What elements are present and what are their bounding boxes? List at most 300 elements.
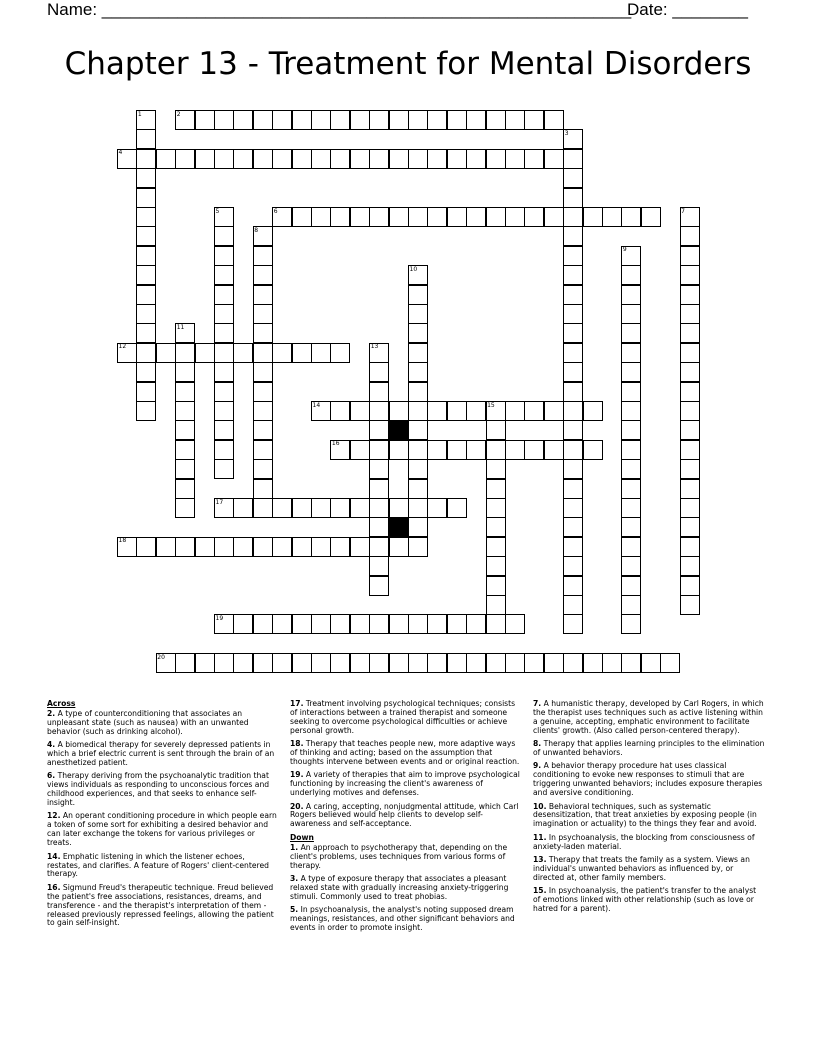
crossword-cell[interactable] bbox=[466, 401, 486, 421]
crossword-cell[interactable] bbox=[369, 479, 389, 499]
crossword-cell[interactable] bbox=[563, 595, 583, 615]
crossword-cell[interactable] bbox=[621, 265, 641, 285]
crossword-cell[interactable] bbox=[253, 614, 273, 634]
crossword-cell[interactable] bbox=[136, 362, 156, 382]
crossword-cell[interactable] bbox=[505, 149, 525, 169]
crossword-cell[interactable] bbox=[292, 110, 312, 130]
crossword-cell[interactable] bbox=[389, 440, 409, 460]
crossword-cell[interactable] bbox=[583, 653, 603, 673]
crossword-cell[interactable] bbox=[214, 304, 234, 324]
crossword-cell[interactable] bbox=[621, 343, 641, 363]
crossword-cell[interactable] bbox=[427, 614, 447, 634]
crossword-cell[interactable] bbox=[389, 207, 409, 227]
crossword-cell[interactable] bbox=[524, 401, 544, 421]
crossword-cell[interactable] bbox=[253, 440, 273, 460]
crossword-cell[interactable] bbox=[408, 440, 428, 460]
crossword-cell[interactable] bbox=[389, 653, 409, 673]
crossword-cell[interactable] bbox=[486, 556, 506, 576]
crossword-cell[interactable] bbox=[408, 285, 428, 305]
crossword-cell[interactable] bbox=[408, 110, 428, 130]
crossword-cell[interactable] bbox=[680, 362, 700, 382]
crossword-cell[interactable] bbox=[680, 459, 700, 479]
crossword-cell[interactable] bbox=[563, 188, 583, 208]
crossword-cell[interactable] bbox=[427, 401, 447, 421]
crossword-cell[interactable] bbox=[350, 401, 370, 421]
crossword-cell[interactable] bbox=[563, 304, 583, 324]
crossword-cell[interactable] bbox=[447, 401, 467, 421]
crossword-cell[interactable] bbox=[563, 246, 583, 266]
crossword-cell[interactable] bbox=[136, 226, 156, 246]
crossword-cell[interactable] bbox=[408, 498, 428, 518]
crossword-cell[interactable] bbox=[214, 323, 234, 343]
crossword-cell[interactable] bbox=[195, 537, 215, 557]
crossword-cell[interactable] bbox=[486, 420, 506, 440]
crossword-cell[interactable] bbox=[427, 653, 447, 673]
crossword-cell[interactable] bbox=[253, 362, 273, 382]
crossword-cell[interactable] bbox=[369, 576, 389, 596]
crossword-cell[interactable] bbox=[214, 440, 234, 460]
crossword-cell[interactable] bbox=[330, 653, 350, 673]
crossword-cell[interactable] bbox=[563, 362, 583, 382]
crossword-cell[interactable] bbox=[505, 614, 525, 634]
crossword-cell[interactable] bbox=[583, 440, 603, 460]
crossword-cell[interactable] bbox=[408, 207, 428, 227]
crossword-cell[interactable] bbox=[369, 382, 389, 402]
crossword-cell[interactable] bbox=[136, 323, 156, 343]
crossword-cell[interactable] bbox=[233, 537, 253, 557]
crossword-cell[interactable] bbox=[680, 323, 700, 343]
crossword-cell[interactable] bbox=[621, 285, 641, 305]
crossword-cell[interactable] bbox=[136, 343, 156, 363]
crossword-cell[interactable] bbox=[175, 362, 195, 382]
crossword-cell[interactable] bbox=[427, 498, 447, 518]
crossword-cell[interactable] bbox=[447, 653, 467, 673]
crossword-cell[interactable] bbox=[253, 323, 273, 343]
crossword-cell[interactable] bbox=[466, 614, 486, 634]
crossword-cell[interactable] bbox=[641, 653, 661, 673]
crossword-cell[interactable] bbox=[214, 420, 234, 440]
crossword-cell[interactable] bbox=[233, 614, 253, 634]
crossword-cell[interactable] bbox=[505, 653, 525, 673]
crossword-cell[interactable] bbox=[466, 440, 486, 460]
crossword-cell[interactable] bbox=[544, 440, 564, 460]
crossword-cell[interactable] bbox=[486, 149, 506, 169]
crossword-cell[interactable] bbox=[583, 401, 603, 421]
crossword-cell[interactable] bbox=[214, 362, 234, 382]
crossword-cell[interactable] bbox=[272, 498, 292, 518]
crossword-cell[interactable] bbox=[330, 207, 350, 227]
crossword-cell[interactable] bbox=[350, 440, 370, 460]
crossword-cell[interactable] bbox=[408, 362, 428, 382]
crossword-cell[interactable] bbox=[680, 285, 700, 305]
crossword-cell[interactable] bbox=[136, 168, 156, 188]
crossword-cell[interactable] bbox=[311, 498, 331, 518]
crossword-cell[interactable] bbox=[369, 362, 389, 382]
crossword-cell[interactable] bbox=[136, 304, 156, 324]
crossword-cell[interactable] bbox=[505, 110, 525, 130]
crossword-cell[interactable] bbox=[544, 110, 564, 130]
crossword-cell[interactable] bbox=[175, 459, 195, 479]
crossword-cell[interactable] bbox=[680, 576, 700, 596]
crossword-cell[interactable] bbox=[272, 110, 292, 130]
crossword-cell[interactable] bbox=[505, 207, 525, 227]
crossword-cell[interactable] bbox=[214, 285, 234, 305]
crossword-cell[interactable] bbox=[408, 304, 428, 324]
crossword-cell[interactable] bbox=[350, 537, 370, 557]
crossword-cell[interactable] bbox=[156, 537, 176, 557]
crossword-cell[interactable] bbox=[311, 149, 331, 169]
crossword-cell[interactable] bbox=[389, 149, 409, 169]
crossword-cell[interactable] bbox=[369, 614, 389, 634]
crossword-cell[interactable] bbox=[214, 149, 234, 169]
crossword-cell[interactable] bbox=[583, 207, 603, 227]
crossword-cell[interactable] bbox=[447, 149, 467, 169]
crossword-cell[interactable] bbox=[272, 149, 292, 169]
crossword-cell[interactable] bbox=[233, 343, 253, 363]
crossword-cell[interactable] bbox=[369, 459, 389, 479]
crossword-cell[interactable] bbox=[486, 207, 506, 227]
crossword-cell[interactable] bbox=[486, 498, 506, 518]
crossword-cell[interactable] bbox=[311, 110, 331, 130]
crossword-cell[interactable] bbox=[486, 537, 506, 557]
crossword-cell[interactable] bbox=[447, 614, 467, 634]
crossword-cell[interactable] bbox=[447, 440, 467, 460]
crossword-cell[interactable] bbox=[253, 382, 273, 402]
crossword-cell[interactable] bbox=[292, 653, 312, 673]
crossword-cell[interactable] bbox=[660, 653, 680, 673]
crossword-cell[interactable] bbox=[563, 401, 583, 421]
crossword-cell[interactable] bbox=[563, 420, 583, 440]
crossword-cell[interactable] bbox=[136, 246, 156, 266]
crossword-cell[interactable] bbox=[563, 653, 583, 673]
crossword-cell[interactable] bbox=[253, 110, 273, 130]
crossword-cell[interactable] bbox=[272, 653, 292, 673]
crossword-cell[interactable] bbox=[233, 110, 253, 130]
crossword-cell[interactable] bbox=[621, 420, 641, 440]
crossword-cell[interactable] bbox=[621, 653, 641, 673]
crossword-cell[interactable] bbox=[563, 207, 583, 227]
crossword-cell[interactable] bbox=[214, 401, 234, 421]
crossword-cell[interactable] bbox=[680, 304, 700, 324]
crossword-cell[interactable] bbox=[621, 479, 641, 499]
crossword-cell[interactable] bbox=[602, 653, 622, 673]
crossword-cell[interactable] bbox=[563, 459, 583, 479]
crossword-cell[interactable] bbox=[621, 362, 641, 382]
crossword-cell[interactable] bbox=[486, 576, 506, 596]
crossword-cell[interactable] bbox=[175, 537, 195, 557]
crossword-cell[interactable] bbox=[175, 479, 195, 499]
crossword-cell[interactable] bbox=[253, 304, 273, 324]
crossword-cell[interactable] bbox=[486, 459, 506, 479]
crossword-cell[interactable] bbox=[292, 343, 312, 363]
crossword-cell[interactable] bbox=[680, 517, 700, 537]
crossword-cell[interactable] bbox=[350, 653, 370, 673]
crossword-cell[interactable] bbox=[253, 285, 273, 305]
crossword-cell[interactable] bbox=[641, 207, 661, 227]
crossword-cell[interactable] bbox=[563, 343, 583, 363]
crossword-cell[interactable] bbox=[253, 459, 273, 479]
crossword-cell[interactable] bbox=[350, 149, 370, 169]
crossword-cell[interactable] bbox=[621, 576, 641, 596]
crossword-cell[interactable] bbox=[408, 479, 428, 499]
crossword-cell[interactable] bbox=[563, 265, 583, 285]
crossword-cell[interactable] bbox=[233, 149, 253, 169]
crossword-cell[interactable] bbox=[272, 537, 292, 557]
crossword-cell[interactable] bbox=[408, 149, 428, 169]
crossword-cell[interactable] bbox=[369, 110, 389, 130]
crossword-cell[interactable] bbox=[195, 149, 215, 169]
crossword-cell[interactable] bbox=[330, 614, 350, 634]
crossword-cell[interactable] bbox=[292, 207, 312, 227]
crossword-cell[interactable] bbox=[563, 226, 583, 246]
crossword-cell[interactable] bbox=[292, 498, 312, 518]
crossword-cell[interactable] bbox=[389, 614, 409, 634]
crossword-cell[interactable] bbox=[524, 653, 544, 673]
crossword-cell[interactable] bbox=[544, 149, 564, 169]
crossword-cell[interactable] bbox=[408, 420, 428, 440]
crossword-cell[interactable] bbox=[156, 149, 176, 169]
crossword-cell[interactable] bbox=[311, 653, 331, 673]
crossword-cell[interactable] bbox=[563, 479, 583, 499]
crossword-cell[interactable] bbox=[369, 440, 389, 460]
crossword-cell[interactable] bbox=[621, 537, 641, 557]
crossword-cell[interactable] bbox=[175, 653, 195, 673]
crossword-cell[interactable] bbox=[680, 401, 700, 421]
crossword-cell[interactable] bbox=[330, 149, 350, 169]
crossword-cell[interactable] bbox=[680, 595, 700, 615]
crossword-cell[interactable] bbox=[621, 440, 641, 460]
crossword-cell[interactable] bbox=[350, 614, 370, 634]
crossword-cell[interactable] bbox=[563, 498, 583, 518]
crossword-cell[interactable] bbox=[214, 459, 234, 479]
crossword-cell[interactable] bbox=[330, 537, 350, 557]
crossword-cell[interactable] bbox=[369, 401, 389, 421]
crossword-cell[interactable] bbox=[408, 343, 428, 363]
crossword-cell[interactable] bbox=[408, 323, 428, 343]
crossword-cell[interactable] bbox=[175, 382, 195, 402]
crossword-cell[interactable] bbox=[486, 440, 506, 460]
crossword-cell[interactable] bbox=[253, 246, 273, 266]
crossword-cell[interactable] bbox=[680, 498, 700, 518]
crossword-cell[interactable] bbox=[369, 207, 389, 227]
crossword-cell[interactable] bbox=[136, 129, 156, 149]
crossword-cell[interactable] bbox=[447, 498, 467, 518]
crossword-cell[interactable] bbox=[175, 420, 195, 440]
crossword-cell[interactable] bbox=[253, 265, 273, 285]
crossword-cell[interactable] bbox=[621, 323, 641, 343]
crossword-cell[interactable] bbox=[408, 517, 428, 537]
crossword-cell[interactable] bbox=[195, 653, 215, 673]
crossword-cell[interactable] bbox=[466, 207, 486, 227]
crossword-cell[interactable] bbox=[408, 653, 428, 673]
crossword-cell[interactable] bbox=[233, 498, 253, 518]
crossword-cell[interactable] bbox=[350, 498, 370, 518]
crossword-cell[interactable] bbox=[563, 440, 583, 460]
crossword-cell[interactable] bbox=[253, 498, 273, 518]
crossword-cell[interactable] bbox=[524, 207, 544, 227]
crossword-cell[interactable] bbox=[369, 556, 389, 576]
crossword-cell[interactable] bbox=[369, 149, 389, 169]
crossword-cell[interactable] bbox=[563, 537, 583, 557]
clue-item bbox=[290, 700, 522, 736]
crossword-cell[interactable] bbox=[486, 653, 506, 673]
crossword-cell[interactable] bbox=[136, 207, 156, 227]
crossword-cell[interactable] bbox=[544, 653, 564, 673]
crossword-cell[interactable] bbox=[408, 459, 428, 479]
crossword-cell[interactable] bbox=[369, 537, 389, 557]
crossword-cell[interactable] bbox=[680, 343, 700, 363]
crossword-cell[interactable] bbox=[486, 479, 506, 499]
crossword-cell[interactable] bbox=[466, 149, 486, 169]
crossword-cell[interactable] bbox=[447, 207, 467, 227]
crossword-cell[interactable] bbox=[214, 653, 234, 673]
crossword-cell[interactable] bbox=[311, 207, 331, 227]
crossword-cell[interactable] bbox=[175, 401, 195, 421]
crossword-cell[interactable] bbox=[563, 614, 583, 634]
crossword-cell[interactable] bbox=[272, 343, 292, 363]
crossword-cell[interactable] bbox=[524, 149, 544, 169]
crossword-cell[interactable] bbox=[680, 226, 700, 246]
crossword-cell[interactable] bbox=[136, 149, 156, 169]
crossword-cell[interactable] bbox=[563, 556, 583, 576]
crossword-cell[interactable] bbox=[253, 653, 273, 673]
crossword-cell[interactable] bbox=[175, 343, 195, 363]
crossword-cell[interactable] bbox=[311, 614, 331, 634]
crossword-cell[interactable] bbox=[563, 517, 583, 537]
crossword-cell[interactable] bbox=[466, 110, 486, 130]
crossword-cell[interactable] bbox=[214, 226, 234, 246]
crossword-cell[interactable] bbox=[680, 479, 700, 499]
crossword-cell[interactable] bbox=[505, 401, 525, 421]
date-field-label: Date: ________ bbox=[627, 0, 748, 19]
crossword-cell[interactable] bbox=[175, 440, 195, 460]
crossword-cell[interactable] bbox=[233, 653, 253, 673]
crossword-cell[interactable] bbox=[563, 576, 583, 596]
crossword-cell[interactable] bbox=[408, 401, 428, 421]
crossword-cell[interactable] bbox=[680, 246, 700, 266]
crossword-cell[interactable] bbox=[427, 207, 447, 227]
crossword-cell[interactable] bbox=[214, 246, 234, 266]
crossword-cell[interactable] bbox=[563, 285, 583, 305]
crossword-cell[interactable] bbox=[136, 285, 156, 305]
crossword-cell[interactable] bbox=[680, 265, 700, 285]
crossword-cell[interactable] bbox=[369, 498, 389, 518]
crossword-cell[interactable] bbox=[214, 537, 234, 557]
crossword-cell[interactable] bbox=[175, 149, 195, 169]
crossword-cell[interactable] bbox=[466, 653, 486, 673]
crossword-cell[interactable] bbox=[680, 382, 700, 402]
crossword-cell[interactable] bbox=[195, 110, 215, 130]
crossword-cell[interactable] bbox=[156, 343, 176, 363]
crossword-cell[interactable] bbox=[272, 614, 292, 634]
crossword-cell[interactable] bbox=[563, 323, 583, 343]
crossword-cell[interactable] bbox=[214, 343, 234, 363]
crossword-cell[interactable] bbox=[621, 556, 641, 576]
crossword-cell[interactable] bbox=[311, 537, 331, 557]
crossword-cell[interactable] bbox=[621, 401, 641, 421]
crossword-cell[interactable] bbox=[136, 265, 156, 285]
crossword-cell[interactable] bbox=[292, 614, 312, 634]
crossword-cell[interactable] bbox=[427, 149, 447, 169]
crossword-cell[interactable] bbox=[621, 459, 641, 479]
crossword-cell[interactable] bbox=[369, 517, 389, 537]
crossword-cell[interactable] bbox=[330, 498, 350, 518]
crossword-cell[interactable] bbox=[621, 304, 641, 324]
crossword-cell[interactable] bbox=[524, 110, 544, 130]
crossword-cell[interactable] bbox=[195, 343, 215, 363]
crossword-cell[interactable] bbox=[621, 498, 641, 518]
crossword-cell[interactable] bbox=[621, 517, 641, 537]
crossword-cell[interactable] bbox=[524, 440, 544, 460]
crossword-cell[interactable] bbox=[408, 614, 428, 634]
crossword-cell[interactable] bbox=[253, 149, 273, 169]
crossword-cell[interactable] bbox=[292, 537, 312, 557]
crossword-cell[interactable] bbox=[408, 537, 428, 557]
crossword-cell[interactable] bbox=[486, 110, 506, 130]
crossword-cell[interactable] bbox=[330, 110, 350, 130]
crossword-cell[interactable] bbox=[680, 556, 700, 576]
crossword-cell[interactable] bbox=[621, 614, 641, 634]
crossword-cell[interactable] bbox=[680, 440, 700, 460]
crossword-cell[interactable] bbox=[330, 401, 350, 421]
crossword-cell[interactable] bbox=[544, 207, 564, 227]
crossword-cell[interactable] bbox=[350, 110, 370, 130]
crossword-cell[interactable] bbox=[563, 382, 583, 402]
crossword-cell[interactable] bbox=[214, 265, 234, 285]
crossword-cell[interactable] bbox=[136, 188, 156, 208]
crossword-cell[interactable] bbox=[680, 420, 700, 440]
crossword-cell[interactable] bbox=[563, 149, 583, 169]
crossword-cell[interactable] bbox=[253, 420, 273, 440]
crossword-cell[interactable] bbox=[486, 517, 506, 537]
crossword-cell[interactable] bbox=[389, 110, 409, 130]
crossword-cell[interactable] bbox=[621, 382, 641, 402]
crossword-cell[interactable] bbox=[214, 382, 234, 402]
crossword-cell[interactable] bbox=[253, 343, 273, 363]
crossword-cell[interactable] bbox=[389, 498, 409, 518]
crossword-cell[interactable] bbox=[253, 537, 273, 557]
crossword-cell[interactable] bbox=[136, 401, 156, 421]
crossword-cell[interactable] bbox=[136, 382, 156, 402]
crossword-cell[interactable] bbox=[311, 343, 331, 363]
crossword-cell[interactable] bbox=[544, 401, 564, 421]
crossword-cell[interactable] bbox=[563, 168, 583, 188]
crossword-cell[interactable] bbox=[486, 595, 506, 615]
crossword-cell[interactable] bbox=[369, 420, 389, 440]
crossword-cell[interactable] bbox=[447, 110, 467, 130]
crossword-cell[interactable] bbox=[292, 149, 312, 169]
crossword-cell[interactable] bbox=[136, 537, 156, 557]
crossword-cell[interactable] bbox=[253, 479, 273, 499]
crossword-cell[interactable] bbox=[253, 401, 273, 421]
crossword-cell[interactable] bbox=[330, 343, 350, 363]
crossword-cell[interactable] bbox=[486, 614, 506, 634]
crossword-cell[interactable] bbox=[350, 207, 370, 227]
crossword-cell[interactable] bbox=[389, 401, 409, 421]
crossword-cell[interactable] bbox=[408, 382, 428, 402]
crossword-cell[interactable] bbox=[505, 440, 525, 460]
crossword-cell[interactable] bbox=[680, 537, 700, 557]
crossword-cell[interactable] bbox=[602, 207, 622, 227]
crossword-cell[interactable] bbox=[621, 595, 641, 615]
crossword-cell[interactable] bbox=[621, 207, 641, 227]
crossword-cell[interactable] bbox=[389, 537, 409, 557]
crossword-cell[interactable] bbox=[214, 110, 234, 130]
crossword-cell[interactable] bbox=[175, 498, 195, 518]
crossword-cell[interactable] bbox=[427, 110, 447, 130]
crossword-cell[interactable] bbox=[427, 440, 447, 460]
crossword-cell[interactable] bbox=[369, 653, 389, 673]
